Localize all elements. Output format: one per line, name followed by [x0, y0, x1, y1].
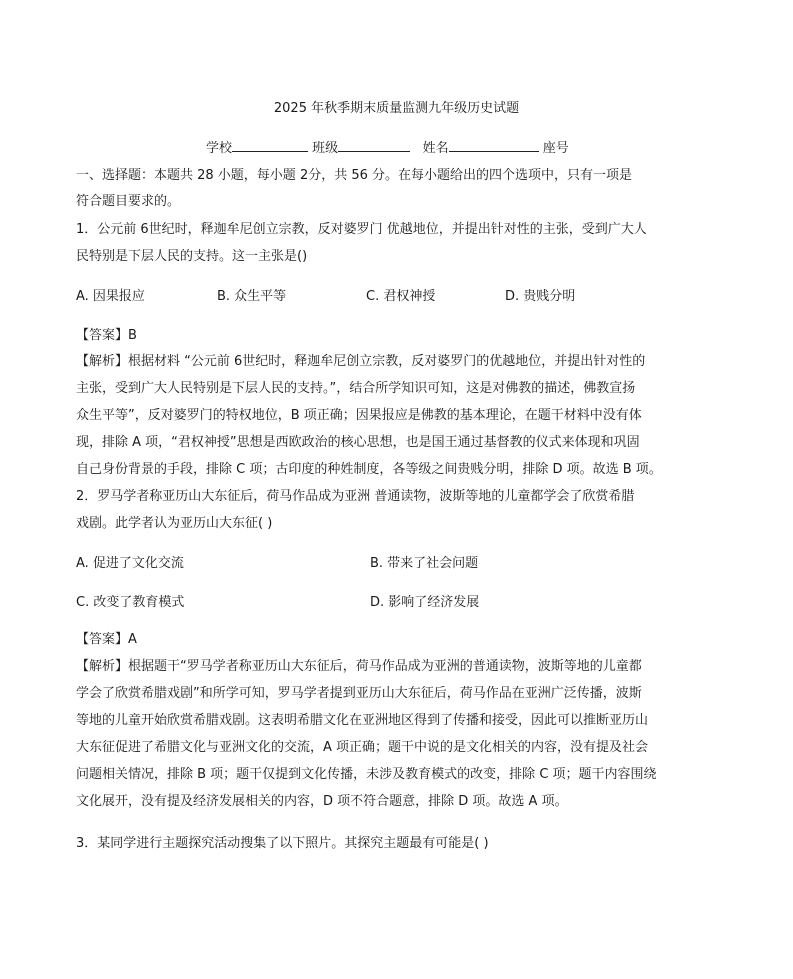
q1-option-a: A. 因果报应	[76, 289, 145, 304]
q1-analysis-line5: 自己身份背景的手段，排除 C 项；古印度的种姓制度，各等级之间贵贱分明，排除 D 项。故选 B 项。	[76, 462, 662, 477]
school-blank[interactable]	[232, 138, 308, 152]
seat-label: 座号	[542, 141, 569, 156]
q1-stem-line1: 1．公元前 6世纪时，释迦牟尼创立宗教，反对婆罗门 优越地位，并提出针对性的主张，受到广大人	[76, 222, 647, 237]
q2-option-a: A. 促进了文化交流	[76, 556, 184, 571]
q2-analysis-line5: 问题相关情况，排除 B 项；题干仅提到文化传播，未涉及教育模式的改变，排除 C 项；题干内容围绕	[76, 767, 657, 782]
q2-stem-line1: 2．罗马学者称亚历山大东征后，荷马作品成为亚洲 普通读物，波斯等地的儿童都学会了欣赏希腊	[76, 489, 635, 504]
section-instructions-line2: 符合题目要求的。	[76, 194, 181, 209]
q2-option-d: D. 影响了经济发展	[370, 595, 480, 610]
q3-stem-line1: 3．某同学进行主题探究活动搜集了以下照片。其探究主题最有可能是( )	[76, 836, 489, 851]
q1-option-b: B. 众生平等	[217, 289, 287, 304]
q1-stem-line2: 民特别是下层人民的支持。这一主张是()	[76, 249, 308, 264]
page-title: 2025 年秋季期末质量监测九年级历史试题	[273, 101, 520, 116]
q1-answer: 【答案】B	[76, 328, 137, 343]
q2-analysis-line2: 学会了欣赏希腊戏剧”和所学可知，罗马学者提到亚历山大东征后，荷马作品在亚洲广泛传播，波斯	[76, 686, 642, 701]
section-instructions-line1: 一、选择题：本题共 28 小题，每小题 2分，共 56 分。在每小题给出的四个选项中，只有一项是	[76, 168, 633, 183]
student-info-line	[206, 137, 569, 156]
q1-analysis-line4: 现，排除 A 项，“君权神授”思想是西欧政治的核心思想，也是国王通过基督教的仪式来体现和巩固	[76, 435, 640, 450]
name-label: 姓名	[422, 141, 449, 156]
q1-analysis-line1: 【解析】根据材料 “公元前 6世纪时，释迦牟尼创立宗教，反对婆罗门的优越地位，并提出针对性的	[76, 354, 646, 369]
q1-option-d: D. 贵贱分明	[505, 289, 576, 304]
q2-analysis-line4: 大东征促进了希腊文化与亚洲文化的交流，A 项正确；题干中说的是文化相关的内容，没有提及社会	[76, 740, 649, 755]
q2-option-c: C. 改变了教育模式	[76, 595, 185, 610]
name-blank[interactable]	[449, 138, 539, 152]
q2-option-b: B. 带来了社会问题	[370, 556, 479, 571]
q2-stem-line2: 戏剧。此学者认为亚历山大东征( )	[76, 516, 273, 531]
q2-answer: 【答案】A	[76, 632, 137, 647]
q1-option-c: C. 君权神授	[366, 289, 436, 304]
class-label: 班级	[312, 141, 339, 156]
q2-analysis-line3: 等地的儿童开始欣赏希腊戏剧。这表明希腊文化在亚洲地区得到了传播和接受，因此可以推断亚历山	[76, 713, 649, 728]
q2-analysis-line1: 【解析】根据题干“罗马学者称亚历山大东征后，荷马作品成为亚洲的普通读物，波斯等地的儿童都	[76, 659, 642, 674]
q2-analysis-line6: 文化展开，没有提及经济发展相关的内容，D 项不符合题意，排除 D 项。故选 A 项。	[76, 794, 568, 809]
q1-analysis-line3: 众生平等”，反对婆罗门的特权地位，B 项正确；因果报应是佛教的基本理论，在题干材料中没有体	[76, 408, 642, 423]
class-blank[interactable]	[338, 138, 410, 152]
school-label: 学校	[206, 141, 233, 156]
q1-analysis-line2: 主张，受到广大人民特别是下层人民的支持。”，结合所学知识可知，这是对佛教的描述，佛教宣扬	[76, 381, 636, 396]
